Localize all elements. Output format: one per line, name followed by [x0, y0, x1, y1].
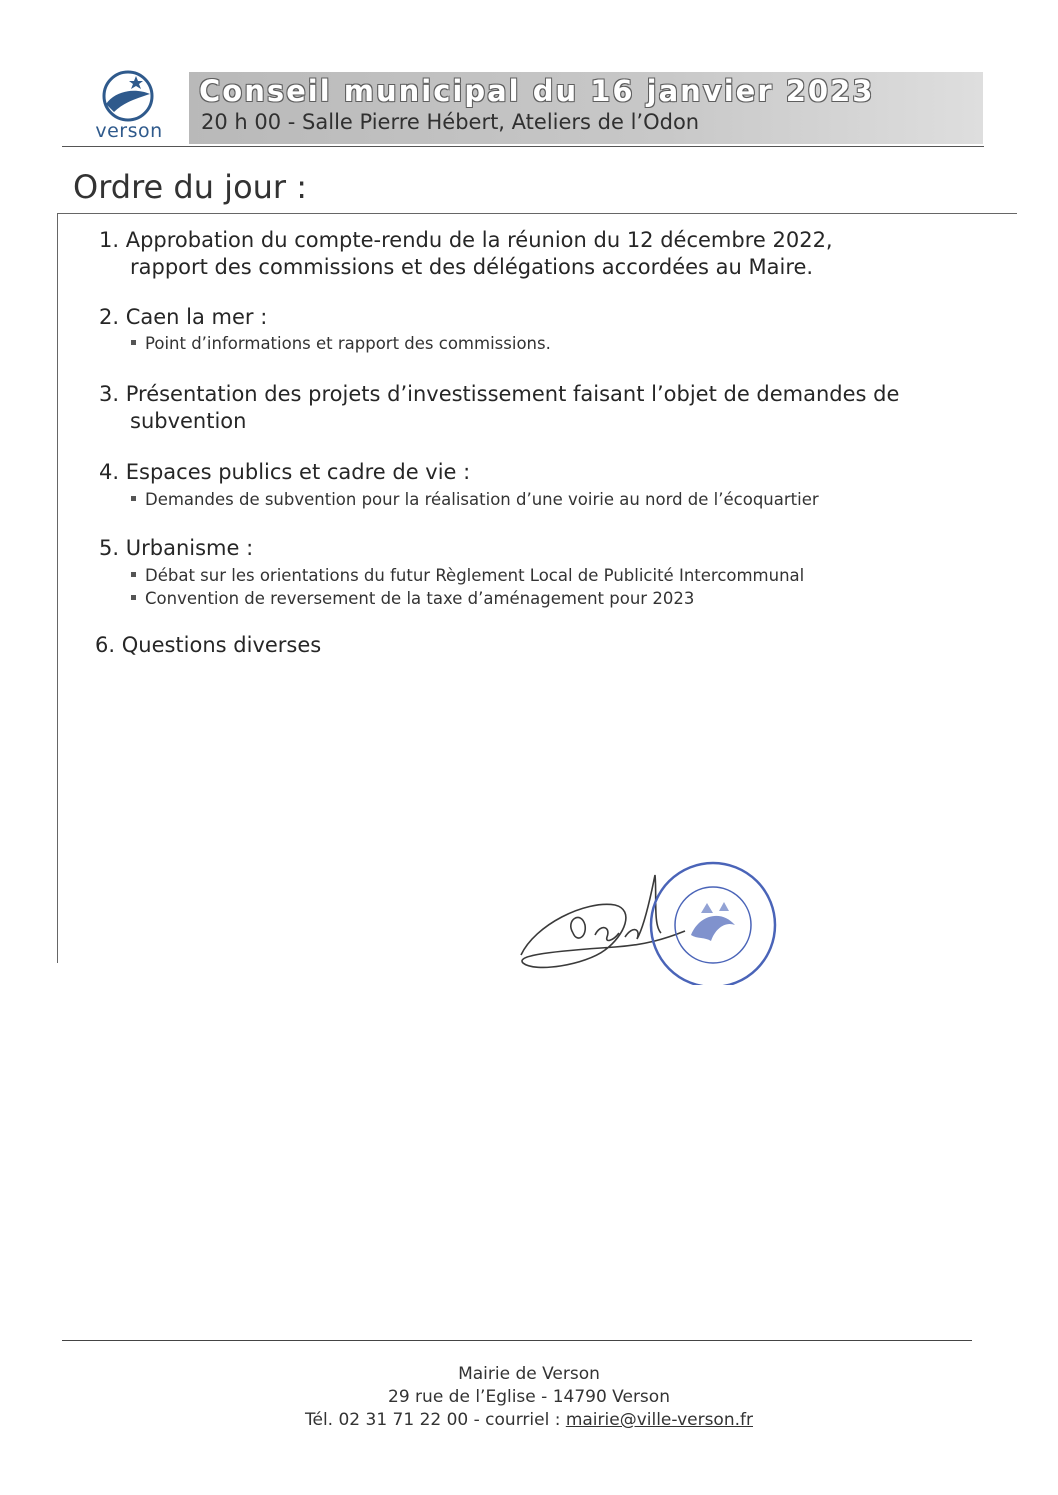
footer-contact [0, 1410, 1058, 1430]
footer-divider [62, 1340, 972, 1341]
agenda-subitem: Point d’informations et rapport des commissions. [131, 334, 551, 353]
agenda-item-line: Approbation du compte-rendu de la réunion du 12 décembre 2022, [125, 228, 833, 252]
logo-text: verson [95, 120, 163, 142]
agenda-item-number: 3. [99, 382, 120, 406]
agenda-item-4 [99, 459, 470, 486]
signature-icon [521, 875, 685, 967]
agenda-item-1 [99, 227, 833, 281]
agenda-item-line: Caen la mer : [125, 305, 268, 329]
signature-and-stamp [515, 855, 795, 985]
agenda-title: Ordre du jour : [73, 168, 308, 206]
header-title: Conseil municipal du 16 janvier 2023 [199, 74, 875, 108]
agenda-item-number: 6. [95, 633, 116, 657]
square-bullet-icon [131, 572, 136, 577]
square-bullet-icon [131, 595, 136, 600]
footer-name: Mairie de Verson [458, 1364, 600, 1384]
header-subtitle: 20 h 00 - Salle Pierre Hébert, Ateliers de l’Odon [201, 110, 700, 134]
email-link[interactable]: mairie@ville-verson.fr [565, 1410, 753, 1430]
footer-address: 29 rue de l’Eglise - 14790 Verson [388, 1387, 670, 1407]
agenda-item-6 [95, 632, 321, 659]
footer-phone: Tél. 02 31 71 22 00 - courriel : [304, 1410, 566, 1430]
official-stamp-icon [651, 863, 775, 985]
agenda-item-number: 1. [99, 228, 120, 252]
verson-logo [84, 68, 174, 144]
agenda-item-number: 2. [99, 305, 120, 329]
swirl-star-logo-icon [84, 68, 174, 124]
agenda-item-2 [99, 304, 267, 331]
agenda-box-top-border [57, 213, 1017, 214]
agenda-item-line: Présentation des projets d’investissement faisant l’objet de demandes de [125, 382, 900, 406]
agenda-item-line: Espaces publics et cadre de vie : [125, 460, 471, 484]
agenda-box-left-border [57, 213, 58, 963]
agenda-item-5 [99, 535, 253, 562]
square-bullet-icon [131, 496, 136, 501]
agenda-subitem: Convention de reversement de la taxe d’aménagement pour 2023 [131, 589, 694, 608]
agenda-item-line: subvention [130, 409, 247, 433]
agenda-item-3 [99, 381, 899, 435]
agenda-item-line: rapport des commissions et des délégations accordées au Maire. [130, 255, 814, 279]
agenda-item-line: Urbanisme : [125, 536, 254, 560]
agenda-subitem: Demandes de subvention pour la réalisation d’une voirie au nord de l’écoquartier [131, 490, 819, 509]
agenda-item-number: 5. [99, 536, 120, 560]
agenda-item-number: 4. [99, 460, 120, 484]
agenda-item-line: Questions diverses [121, 633, 322, 657]
agenda-subitem: Débat sur les orientations du futur Règlement Local de Publicité Intercommunal [131, 566, 804, 585]
square-bullet-icon [131, 340, 136, 345]
header-divider [62, 146, 984, 147]
